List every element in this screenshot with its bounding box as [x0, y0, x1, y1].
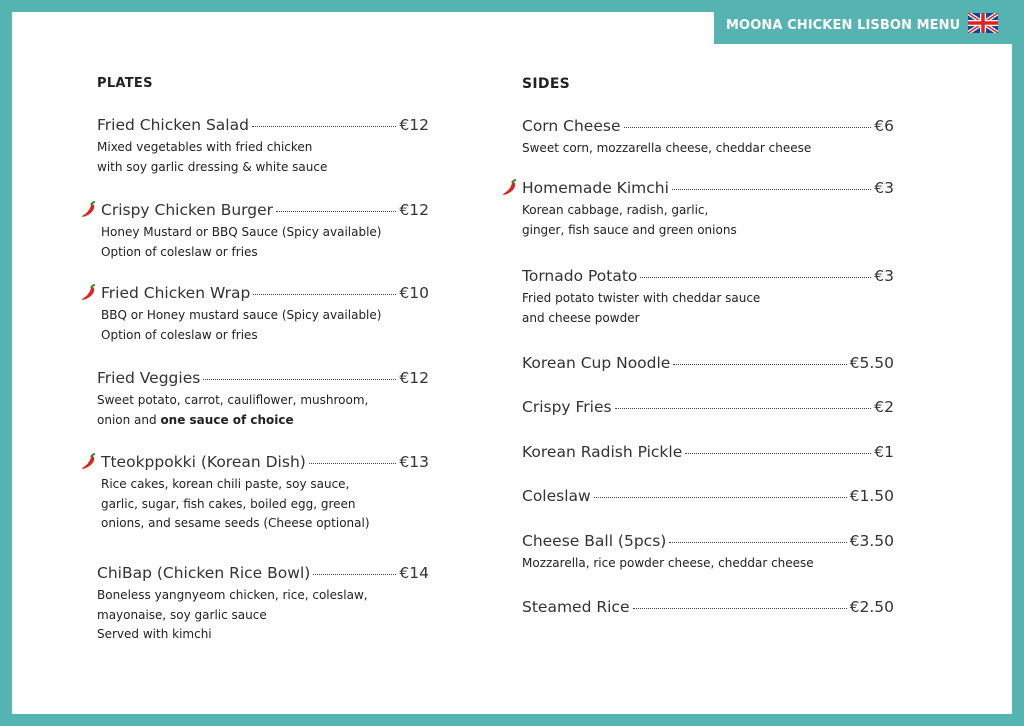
- item-name: Crispy Fries: [522, 398, 612, 416]
- item-name: Cheese Ball (5pcs): [522, 532, 667, 550]
- plates-heading: PLATES: [97, 76, 153, 91]
- description-line: onion and: [97, 412, 161, 427]
- item-description: [522, 554, 894, 574]
- menu-item: [522, 398, 894, 416]
- menu-item: [522, 117, 894, 159]
- dot-leader: [253, 294, 396, 295]
- item-price: €6: [874, 117, 894, 135]
- item-price: €3: [874, 267, 894, 285]
- dot-leader: [640, 277, 871, 278]
- item-price: €2.50: [849, 598, 894, 616]
- dot-leader: [624, 127, 872, 128]
- item-price: €3: [874, 179, 894, 197]
- item-description: [522, 139, 894, 159]
- item-description: [101, 475, 429, 534]
- description-line: Fried potato twister with cheddar sauce: [522, 291, 761, 305]
- item-price: €10: [399, 284, 429, 302]
- menu-item: [522, 354, 894, 372]
- item-price: €13: [399, 453, 429, 471]
- menu-item: [522, 598, 894, 616]
- dot-leader: [672, 189, 871, 190]
- description-line: Sweet potato, carrot, cauliflower, mushroom,: [97, 393, 369, 407]
- item-name: Fried Chicken Wrap: [101, 284, 251, 302]
- dot-leader: [252, 126, 396, 127]
- item-price: €5.50: [849, 354, 894, 372]
- description-line: Mozzarella, rice powder cheese, cheddar cheese: [522, 556, 814, 570]
- menu-item: [522, 443, 894, 461]
- item-price: €1: [874, 443, 894, 461]
- item-name: Corn Cheese: [522, 117, 621, 135]
- menu-item: [522, 532, 894, 574]
- item-name: Tornado Potato: [522, 267, 638, 285]
- item-description: [97, 586, 429, 645]
- item-name: Tteokppokki (Korean Dish): [101, 453, 306, 471]
- header-tab: [714, 12, 1012, 44]
- description-line: Option of coleslaw or fries: [101, 327, 258, 342]
- uk-flag-icon[interactable]: [968, 13, 998, 33]
- description-line: onions, and sesame seeds (Cheese optional): [101, 516, 370, 530]
- menu-item: [101, 453, 429, 534]
- item-name: Steamed Rice: [522, 598, 630, 616]
- item-name: Fried Chicken Salad: [97, 116, 249, 134]
- chili-pepper-icon: [81, 284, 97, 302]
- chili-pepper-icon: [81, 453, 97, 471]
- dot-leader: [669, 542, 846, 543]
- menu-item: [97, 564, 429, 645]
- description-bold: one sauce of choice: [160, 412, 294, 427]
- dot-leader: [309, 463, 397, 464]
- description-line: Rice cakes, korean chili paste, soy sauce,: [101, 477, 350, 491]
- description-line: Honey Mustard or BBQ Sauce (Spicy available): [101, 225, 382, 239]
- dot-leader: [276, 211, 396, 212]
- chili-pepper-icon: [502, 179, 518, 197]
- menu-item: [522, 487, 894, 505]
- menu-item: [97, 369, 429, 430]
- description-line: BBQ or Honey mustard sauce (Spicy available): [101, 308, 382, 322]
- item-description: [97, 138, 429, 177]
- item-name: ChiBap (Chicken Rice Bowl): [97, 564, 311, 582]
- item-price: €12: [399, 201, 429, 219]
- dot-leader: [594, 497, 847, 498]
- description-line: with soy garlic dressing & white sauce: [97, 159, 328, 174]
- item-name: Korean Radish Pickle: [522, 443, 683, 461]
- description-line: Option of coleslaw or fries: [101, 244, 258, 259]
- menu-title: MOONA CHICKEN LISBON MENU: [726, 18, 961, 33]
- menu-item: [97, 116, 429, 177]
- dot-leader: [673, 364, 846, 365]
- item-description: [101, 223, 429, 262]
- menu-item: [101, 201, 429, 262]
- item-price: €1.50: [849, 487, 894, 505]
- item-price: €12: [399, 116, 429, 134]
- description-line: and cheese powder: [522, 310, 640, 325]
- description-line: Boneless yangnyeom chicken, rice, coleslaw,: [97, 588, 368, 602]
- sides-heading: SIDES: [522, 76, 571, 92]
- dot-leader: [633, 608, 847, 609]
- item-price: €14: [399, 564, 429, 582]
- description-line: mayonaise, soy garlic sauce: [97, 607, 267, 622]
- item-name: Crispy Chicken Burger: [101, 201, 274, 219]
- dot-leader: [685, 453, 871, 454]
- chili-pepper-icon: [81, 201, 97, 219]
- dot-leader: [313, 574, 396, 575]
- item-description: [522, 289, 894, 328]
- item-name: Homemade Kimchi: [522, 179, 669, 197]
- item-description: [522, 201, 894, 240]
- menu-item: [522, 267, 894, 328]
- item-price: €3.50: [849, 532, 894, 550]
- description-line: Korean cabbage, radish, garlic,: [522, 203, 709, 217]
- item-name: Fried Veggies: [97, 369, 201, 387]
- description-line: ginger, fish sauce and green onions: [522, 222, 737, 237]
- description-line: Mixed vegetables with fried chicken: [97, 140, 313, 154]
- item-price: €2: [874, 398, 894, 416]
- item-name: Coleslaw: [522, 487, 591, 505]
- description-line: Sweet corn, mozzarella cheese, cheddar cheese: [522, 141, 812, 155]
- item-price: €12: [399, 369, 429, 387]
- dot-leader: [203, 379, 396, 380]
- item-name: Korean Cup Noodle: [522, 354, 671, 372]
- item-description: [101, 306, 429, 345]
- item-description: [97, 391, 429, 430]
- description-line: Served with kimchi: [97, 627, 212, 641]
- description-line: garlic, sugar, fish cakes, boiled egg, green: [101, 496, 356, 511]
- menu-item: [522, 179, 894, 240]
- dot-leader: [615, 408, 872, 409]
- menu-item: [101, 284, 429, 345]
